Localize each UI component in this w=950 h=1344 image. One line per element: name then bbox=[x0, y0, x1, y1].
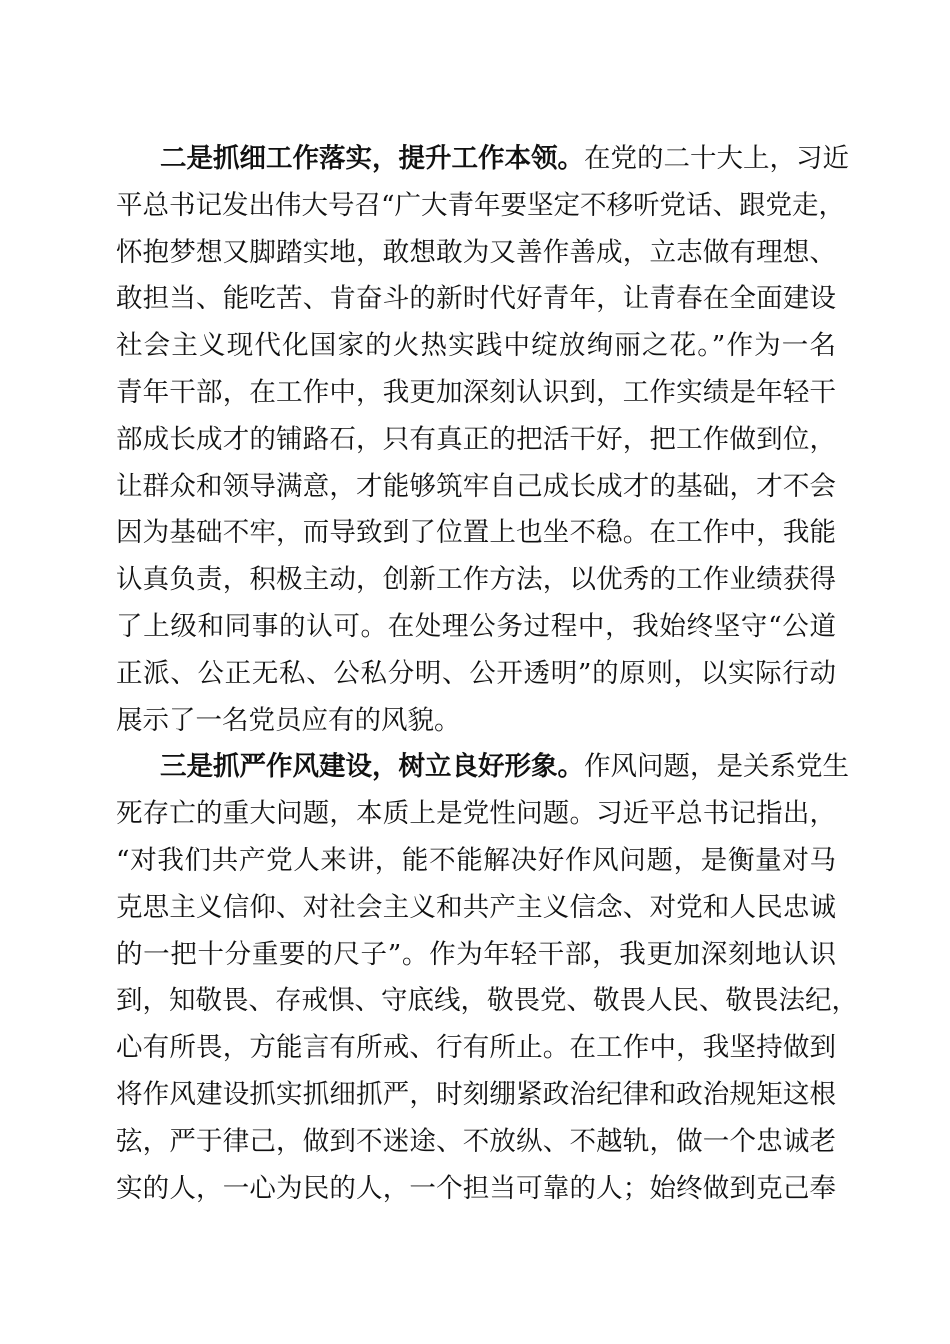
paragraph-2-lead: 三是抓严作风建设，树立良好形象。 bbox=[160, 751, 584, 783]
paragraph-1-line: 让群众和领导满意，才能够筑牢自己成长成才的基础，才不会 bbox=[116, 470, 836, 502]
paragraph-2-text: 作风问题，是关系党生 bbox=[584, 751, 849, 783]
paragraph-2-line: 到，知敬畏、存戒惧、守底线，敬畏党、敬畏人民、敬畏法纪， bbox=[116, 985, 858, 1017]
document-body bbox=[116, 136, 858, 1212]
paragraph-1-line: 青年干部，在工作中，我更加深刻认识到，工作实绩是年轻干 bbox=[116, 376, 836, 408]
paragraph-1-line-1 bbox=[116, 136, 849, 183]
paragraph-1-line: 了上级和同事的认可。在处理公务过程中，我始终坚守“公道 bbox=[116, 610, 836, 642]
paragraph-1-line: 展示了一名党员应有的风貌。 bbox=[116, 704, 461, 736]
paragraph-2-line: 死存亡的重大问题，本质上是党性问题。习近平总书记指出， bbox=[116, 798, 836, 830]
paragraph-2-line: 的一把十分重要的尺子”。作为年轻干部，我更加深刻地认识 bbox=[116, 938, 836, 970]
paragraph-1-line: 敢担当、能吃苦、肯奋斗的新时代好青年，让青春在全面建设 bbox=[116, 283, 836, 315]
paragraph-1-line: 社会主义现代化国家的火热实践中绽放绚丽之花。”作为一名 bbox=[116, 330, 836, 362]
paragraph-2-line: “对我们共产党人来讲，能不能解决好作风问题，是衡量对马 bbox=[116, 844, 836, 876]
paragraph-1-line: 正派、公正无私、公私分明、公开透明”的原则，以实际行动 bbox=[116, 657, 836, 689]
paragraph-2-line: 将作风建设抓实抓细抓严，时刻绷紧政治纪律和政治规矩这根 bbox=[116, 1078, 836, 1110]
paragraph-1-line: 认真负责，积极主动，创新工作方法，以优秀的工作业绩获得 bbox=[116, 564, 836, 596]
paragraph-1-line: 因为基础不牢，而导致到了位置上也坐不稳。在工作中，我能 bbox=[116, 517, 836, 549]
paragraph-1-line: 怀抱梦想又脚踏实地，敢想敢为又善作善成，立志做有理想、 bbox=[116, 236, 836, 268]
paragraph-2-line: 克思主义信仰、对社会主义和共产主义信念、对党和人民忠诚 bbox=[116, 891, 836, 923]
paragraph-2-line: 弦，严于律己，做到不迷途、不放纵、不越轨，做一个忠诚老 bbox=[116, 1125, 836, 1157]
paragraph-1-line: 平总书记发出伟大号召“广大青年要坚定不移听党话、跟党走， bbox=[116, 189, 846, 221]
paragraph-2-line: 实的人，一心为民的人，一个担当可靠的人；始终做到克己奉 bbox=[116, 1172, 836, 1204]
paragraph-2-line-1 bbox=[116, 744, 849, 791]
paragraph-1-text: 在党的二十大上，习近 bbox=[584, 143, 849, 174]
paragraph-1-lead: 二是抓细工作落实，提升工作本领。 bbox=[160, 143, 584, 174]
paragraph-1-line: 部成长成才的铺路石，只有真正的把活干好，把工作做到位， bbox=[116, 423, 836, 455]
paragraph-2-line: 心有所畏，方能言有所戒、行有所止。在工作中，我坚持做到 bbox=[116, 1032, 836, 1064]
